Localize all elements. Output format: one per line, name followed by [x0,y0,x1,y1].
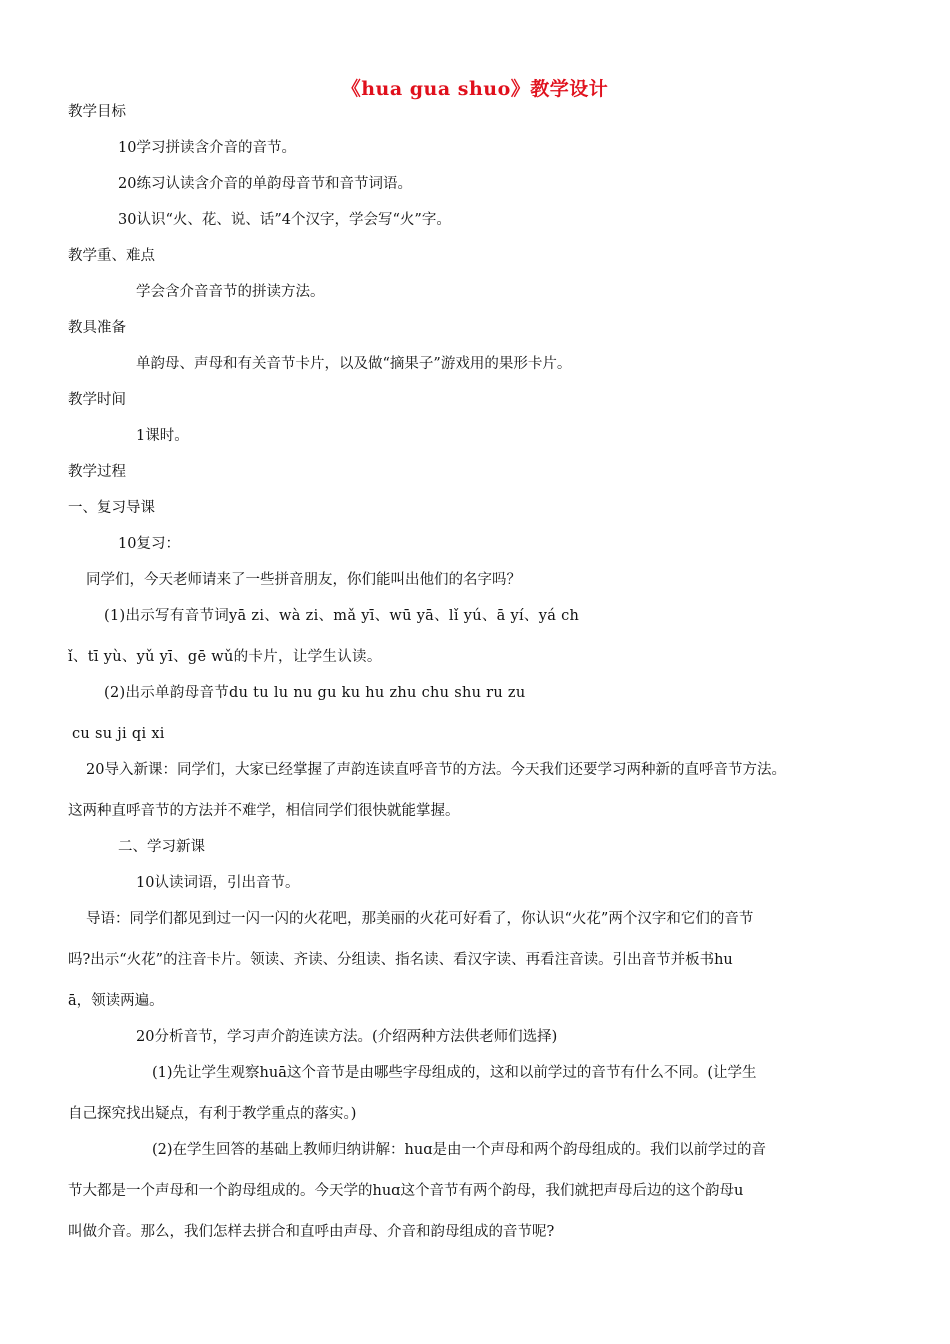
process-heading: 教学过程 [68,464,126,480]
part2-heading: 二、学习新课 [118,839,205,855]
guide-line1: 导语：同学们都见到过一闪一闪的火花吧，那美丽的火花可好看了，你认识“火花”两个汉字和它们的音节 [86,911,754,927]
goal-2: 20练习认读含介音的单韵母音节和音节词语。 [118,176,412,192]
goal-1: 10学习拼读含介音的音节。 [118,140,296,156]
analysis2-line1: (2)在学生回答的基础上教师归纳讲解：huɑ是由一个声母和两个韵母组成的。我们以前学过的音 [152,1142,766,1158]
step1-label: 10认读词语，引出音节。 [136,875,300,891]
analysis1-line1: (1)先让学生观察huā这个音节是由哪些字母组成的，这和以前学过的音节有什么不同。(让学生 [152,1065,757,1081]
part1-heading: 一、复习导课 [68,500,155,516]
item1-line1: (1)出示写有音节词yā zi、wà zi、mǎ yī、wū yā、lǐ yú、ā yí、yá ch [104,608,580,624]
intro-line2: 这两种直呼音节的方法并不难学，相信同学们很快就能掌握。 [68,803,460,819]
document-title: 《hua gua shuo》教学设计 [341,78,609,100]
tools-text: 单韵母、声母和有关音节卡片，以及做“摘果子”游戏用的果形卡片。 [136,356,572,372]
intro-line1: 20导入新课：同学们，大家已经掌握了声韵连读直呼音节的方法。今天我们还要学习两种新的直呼音节方法。 [86,762,786,778]
analysis2-line2: 节大都是一个声母和一个韵母组成的。今天学的huɑ这个音节有两个韵母，我们就把声母后边的这个韵母u [68,1183,744,1199]
review-intro: 同学们，今天老师请来了一些拼音朋友，你们能叫出他们的名字吗？ [86,572,521,588]
goal-3: 30认识“火、花、说、话”4个汉字，学会写“火”字。 [118,212,451,228]
analysis2-line3: 叫做介音。那么，我们怎样去拼合和直呼由声母、介音和韵母组成的音节呢? [68,1224,555,1240]
guide-line3: ā，领读两遍。 [68,993,164,1009]
key-heading: 教学重、难点 [68,248,155,264]
key-text: 学会含介音音节的拼读方法。 [136,284,325,300]
guide-line2: 吗?出示“火花”的注音卡片。领读、齐读、分组读、指名读、看汉字读、再看注音读。引出音节并板书hu [68,952,733,968]
time-heading: 教学时间 [68,392,126,408]
item2-line1: (2)出示单韵母音节du tu lu nu gu ku hu zhu chu shu ru zu [104,685,526,701]
time-text: 1课时。 [136,428,189,444]
review-label: 10复习： [118,536,180,552]
step2-label: 20分析音节，学习声介韵连读方法。(介绍两种方法供老师们选择) [136,1029,558,1045]
analysis1-line2: 自己探究找出疑点，有利于教学重点的落实。) [68,1106,357,1122]
goals-heading: 教学目标 [68,104,126,120]
item1-line2: ǐ、tī yù、yǔ yī、gē wǔ的卡片，让学生认读。 [68,649,382,665]
tools-heading: 教具准备 [68,320,126,336]
item2-line2: cu su ji qi xi [72,726,165,742]
